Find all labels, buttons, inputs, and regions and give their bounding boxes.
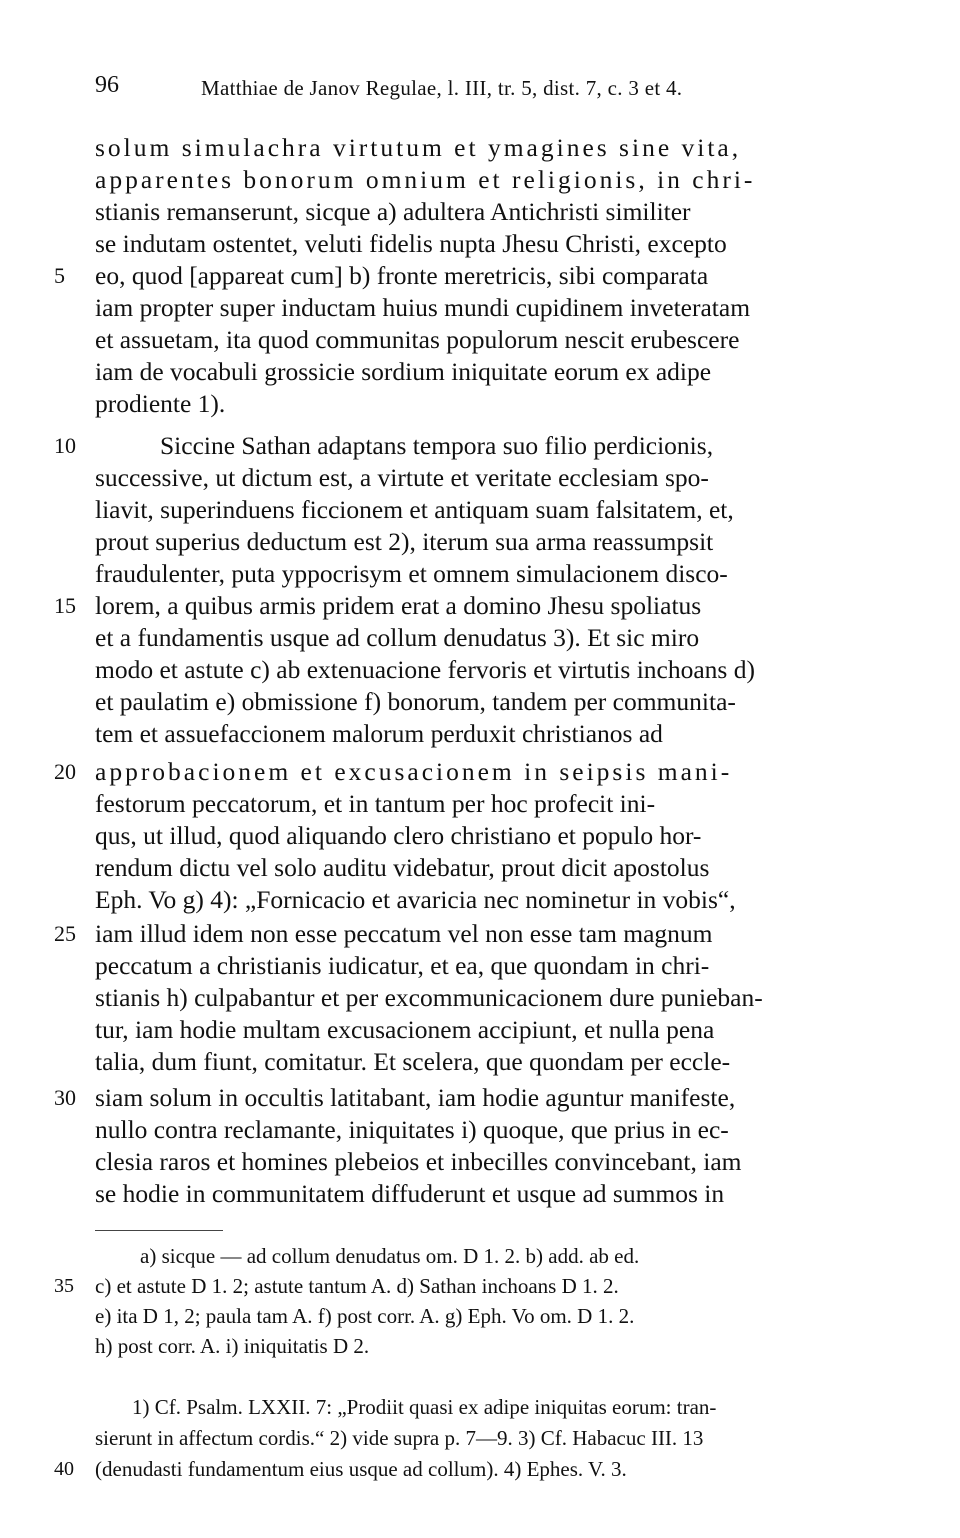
- apparatus-line: a) sicque — ad collum denudatus om. D 1. 2. b) add. ab ed.: [140, 1244, 640, 1268]
- line-number: 10: [54, 433, 76, 458]
- apparatus-line: e) ita D 1, 2; paula tam A. f) post corr. A. g) Eph. Vo om. D 1. 2.: [95, 1304, 635, 1328]
- text-line: prodiente 1).: [95, 389, 226, 418]
- text-line: eo, quod [appareat cum] b) fronte meretricis, sibi comparata: [95, 261, 709, 290]
- note-line: 1) Cf. Psalm. LXXII. 7: „Prodiit quasi ex adipe iniquitas eorum: tran-: [132, 1395, 717, 1419]
- text-line: clesia raros et homines plebeios et inbecilles convincebant, iam: [95, 1147, 742, 1176]
- text-line: apparentes bonorum omnium et religionis, in chri-: [95, 165, 756, 194]
- text-line: approbacionem et excusacionem in seipsis mani-: [95, 757, 733, 786]
- text-line: se hodie in communitatem diffuderunt et usque ad summos in: [95, 1179, 725, 1208]
- text-line: solum simulachra virtutum et ymagines sine vita,: [95, 133, 742, 162]
- line-number: 25: [54, 921, 76, 946]
- text-line: siam solum in occultis latitabant, iam hodie aguntur manifeste,: [95, 1083, 736, 1112]
- text-line: festorum peccatorum, et in tantum per hoc profecit ini-: [95, 789, 656, 818]
- line-number: 30: [54, 1085, 76, 1110]
- text-line: iam de vocabuli grossicie sordium iniquitate eorum ex adipe: [95, 357, 712, 386]
- text-line: modo et astute c) ab extenuacione fervoris et virtutis inchoans d): [95, 655, 755, 684]
- text-line: prout superius deductum est 2), iterum sua arma reassumpsit: [95, 527, 714, 556]
- apparatus-line: h) post corr. A. i) iniquitatis D 2.: [95, 1334, 370, 1358]
- footnote-rule: [95, 1230, 223, 1231]
- text-line: qus, ut illud, quod aliquando clero christiano et populo hor-: [95, 821, 702, 850]
- page-number: 96: [95, 72, 119, 98]
- line-number: 40: [54, 1458, 74, 1480]
- text-line: Siccine Sathan adaptans tempora suo filio perdicionis,: [160, 431, 714, 460]
- text-line: Eph. Vo g) 4): „Fornicacio et avaricia nec nominetur in vobis“,: [95, 885, 736, 914]
- text-line: liavit, superinduens ficcionem et antiquam suam falsitatem, et,: [95, 495, 734, 524]
- text-line: tem et assuefaccionem malorum perduxit christianos ad: [95, 719, 663, 748]
- text-line: iam propter super inductam huius mundi cupidinem inveteratam: [95, 293, 751, 322]
- text-line: successive, ut dictum est, a virtute et veritate ecclesiam spo-: [95, 463, 709, 492]
- text-line: et assuetam, ita quod communitas populorum nescit erubescere: [95, 325, 740, 354]
- line-number: 35: [54, 1275, 74, 1297]
- text-line: nullo contra reclamante, iniquitates i) quoque, que prius in ec-: [95, 1115, 729, 1144]
- text-line: lorem, a quibus armis pridem erat a domino Jhesu spoliatus: [95, 591, 702, 620]
- text-line: stianis remanserunt, sicque a) adultera Antichristi similiter: [95, 197, 691, 226]
- text-line: et paulatim e) obmissione f) bonorum, tandem per communita-: [95, 687, 736, 716]
- text-line: stianis h) culpabantur et per excommunicacionem dure punieban-: [95, 983, 763, 1012]
- text-line: iam illud idem non esse peccatum vel non esse tam magnum: [95, 919, 713, 948]
- text-line: et a fundamentis usque ad collum denudatus 3). Et sic miro: [95, 623, 700, 652]
- text-line: tur, iam hodie multam excusacionem accipiunt, et nulla pena: [95, 1015, 715, 1044]
- line-number: 15: [54, 593, 76, 618]
- apparatus-line: c) et astute D 1. 2; astute tantum A. d) Sathan inchoans D 1. 2.: [95, 1274, 619, 1298]
- text-line: talia, dum fiunt, comitatur. Et scelera, que quondam per eccle-: [95, 1047, 731, 1076]
- running-title: Matthiae de Janov Regulae, l. III, tr. 5, dist. 7, c. 3 et 4.: [201, 76, 683, 100]
- text-line: fraudulenter, puta yppocrisym et omnem simulacionem disco-: [95, 559, 728, 588]
- text-line: se indutam ostentet, veluti fidelis nupta Jhesu Christi, excepto: [95, 229, 727, 258]
- line-number: 5: [54, 263, 65, 288]
- text-line: peccatum a christianis iudicatur, et ea, que quondam in chri-: [95, 951, 710, 980]
- note-line: sierunt in affectum cordis.“ 2) vide supra p. 7—9. 3) Cf. Habacuc III. 13: [95, 1426, 704, 1450]
- line-number: 20: [54, 759, 76, 784]
- running-header: [95, 72, 875, 112]
- text-line: rendum dictu vel solo auditu videbatur, prout dicit apostolus: [95, 853, 710, 882]
- note-line: (denudasti fundamentum eius usque ad collum). 4) Ephes. V. 3.: [95, 1457, 627, 1481]
